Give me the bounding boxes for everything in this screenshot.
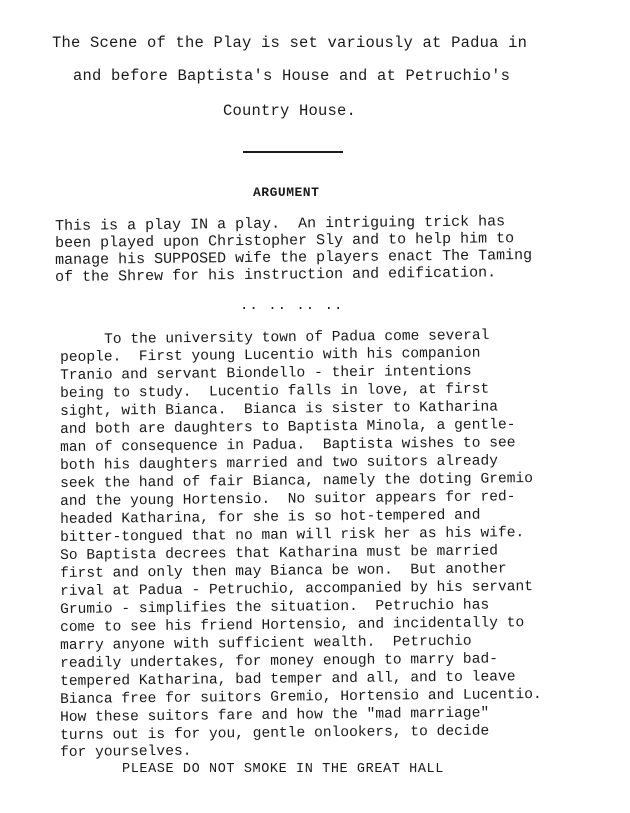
argument-heading: ARGUMENT — [253, 185, 320, 200]
intro-line-4: of the Shrew for his instruction and edification. — [54, 264, 497, 286]
body-line-12: bitter-tongued that no man will risk her as his wife. — [59, 525, 525, 546]
body-line-4: being to study. Lucentio falls in love, at first — [59, 381, 490, 402]
body-line-5: sight, with Bianca. Bianca is sister to Katharina — [59, 399, 499, 420]
dot-separator: .. .. .. .. — [240, 298, 344, 314]
intro-line-3: manage his SUPPOSED wife the players enact The Taming — [54, 247, 533, 269]
body-line-6: and both are daughters to Baptista Minola, a gentle- — [59, 417, 516, 438]
body-line-19: readily undertakes, for money enough to marry bad- — [59, 651, 499, 672]
body-line-23: turns out is for you, gentle onlookers, to decide — [59, 723, 490, 744]
body-line-8: both his daughters married and two suitors already — [59, 453, 499, 474]
intro-line-1: This is a play IN a play. An intriguing trick has — [54, 213, 506, 235]
body-line-11: headed Katharina, for she is so hot-tempered and — [59, 507, 481, 528]
body-line-15: rival at Padua - Petruchio, accompanied by his servant — [59, 579, 534, 600]
body-line-20: tempered Katharina, bad temper and all, and to leave — [59, 669, 516, 690]
body-line-17: come to see his friend Hortensio, and incidentally to — [59, 615, 525, 636]
body-line-3: Tranio and servant Biondello - their intentions — [59, 363, 472, 384]
scene-line-2: and before Baptista's House and at Petruchio's — [73, 67, 511, 85]
body-line-10: and the young Hortensio. No suitor appears for red- — [59, 489, 516, 510]
body-line-24: for yourselves. — [59, 743, 192, 761]
body-line-1: To the university town of Padua come several — [103, 327, 490, 348]
intro-line-2: been played upon Christopher Sly and to help him to — [54, 230, 515, 252]
body-line-14: first and only then may Bianca be won. But another — [59, 561, 507, 582]
body-line-7: man of consequence in Padua. Baptista wishes to see — [59, 435, 516, 456]
body-line-9: seek the hand of fair Bianca, namely the doting Gremio — [59, 471, 534, 492]
body-line-16: Grumio - simplifies the situation. Petruchio has — [59, 597, 490, 618]
scene-line-1: The Scene of the Play is set variously at Padua in — [52, 34, 528, 52]
body-line-13: So Baptista decrees that Katharina must be married — [59, 543, 499, 564]
scene-line-3: Country House. — [223, 102, 357, 120]
no-smoking-notice: PLEASE DO NOT SMOKE IN THE GREAT HALL — [122, 762, 444, 777]
body-line-2: people. First young Lucentio with his companion — [59, 345, 481, 366]
body-line-21: Bianca free for suitors Gremio, Hortensio and Lucentio. — [59, 686, 542, 708]
body-line-18: marry anyone with sufficient wealth. Petruchio — [59, 633, 472, 654]
divider-rule — [243, 151, 343, 153]
body-line-22: How these suitors fare and how the "mad marriage" — [59, 705, 490, 726]
